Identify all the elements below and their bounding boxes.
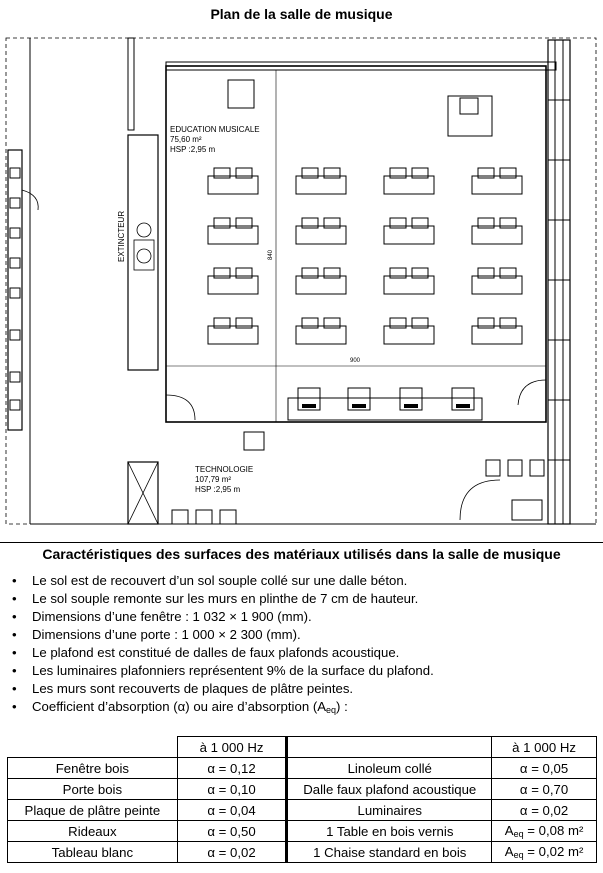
table-row: Plaque de plâtre peinte α = 0,04 Luminaires α = 0,02	[8, 800, 597, 821]
desk	[208, 268, 258, 294]
desk	[384, 318, 434, 344]
desk	[208, 168, 258, 194]
desk	[296, 318, 346, 344]
floor-plan	[0, 28, 603, 538]
desk	[296, 218, 346, 244]
table-row: Tableau blanc α = 0,02 1 Chaise standard en bois $A_{eq} = 0,02$ m²	[8, 842, 597, 863]
window-mullions	[548, 40, 570, 524]
cupboard-column	[128, 135, 158, 370]
window-wall	[548, 40, 570, 524]
door-arc-right	[518, 380, 546, 405]
freq-header-left: à 1 000 Hz	[177, 737, 287, 758]
desk	[472, 168, 522, 194]
desk	[296, 268, 346, 294]
section-title: Caractéristiques des surfaces des matériaux utilisés dans la salle de musique	[0, 542, 603, 562]
page-title: Plan de la salle de musique	[210, 6, 393, 22]
bullet-item: • Le plafond est constitué de dalles de faux plafonds acoustique.	[10, 644, 434, 662]
dim-900: 900	[350, 358, 361, 364]
extincteur-label: EXTINCTEUR	[117, 210, 126, 262]
workstation-counter	[288, 398, 482, 420]
bullet-item: • Les murs sont recouverts de plaques de plâtre peintes.	[10, 680, 434, 698]
desk	[296, 168, 346, 194]
room1-area: 75,60 m²	[170, 135, 202, 144]
bullet-item: • Le sol souple remonte sur les murs en plinthe de 7 cm de hauteur.	[10, 590, 434, 608]
desk	[472, 218, 522, 244]
workstation	[298, 388, 320, 410]
lower-door-arc	[460, 480, 500, 520]
bullet-item-absorption: • Coefficient d’absorption (α) ou aire d’absorption $(A_{eq})$ :	[10, 698, 434, 719]
teacher-chair-top	[228, 80, 254, 108]
room1-hsp: HSP :2,95 m	[170, 145, 216, 154]
workstation	[348, 388, 370, 410]
desk	[384, 218, 434, 244]
left-wall-fixtures	[10, 168, 20, 410]
bullet-item: • Dimensions d’une fenêtre : 1 032 × 1 900 (mm).	[10, 608, 434, 626]
workstation	[400, 388, 422, 410]
room1-name: EDUCATION MUSICALE	[170, 125, 260, 134]
desk	[472, 268, 522, 294]
room2-area: 107,79 m²	[195, 475, 232, 484]
partition-wall	[128, 38, 134, 130]
plan-boundary	[6, 38, 596, 524]
bullet-item: • Le sol est de recouvert d’un sol souple collé sur une dalle béton.	[10, 572, 434, 590]
table-header-row	[8, 737, 597, 758]
desk-grid	[208, 168, 522, 344]
desk	[208, 218, 258, 244]
workstations	[298, 388, 474, 410]
workstation	[452, 388, 474, 410]
desk	[472, 318, 522, 344]
door-arc-left	[166, 395, 195, 420]
table-row: Rideaux α = 0,50 1 Table en bois vernis $A_{eq} = 0,08$ m²	[8, 821, 597, 842]
room2-hsp: HSP :2,95 m	[195, 485, 241, 494]
freq-header-right: à 1 000 Hz	[492, 737, 597, 758]
teacher-desk	[448, 96, 492, 136]
desk	[208, 318, 258, 344]
table-row: Porte bois α = 0,10 Dalle faux plafond acoustique α = 0,70	[8, 779, 597, 800]
bullet-item: • Les luminaires plafonniers représentent 9% de la surface du plafond.	[10, 662, 434, 680]
bullet-item: • Dimensions d’une porte : 1 000 × 2 300 (mm).	[10, 626, 434, 644]
dim-840: 840	[268, 249, 274, 260]
desk	[384, 268, 434, 294]
sink	[244, 432, 264, 450]
bullet-list	[10, 572, 434, 719]
room2-name: TECHNOLOGIE	[195, 465, 254, 474]
absorption-table	[7, 736, 597, 863]
table-row: Fenêtre bois α = 0,12 Linoleum collé α = 0,05	[8, 758, 597, 779]
desk	[384, 168, 434, 194]
